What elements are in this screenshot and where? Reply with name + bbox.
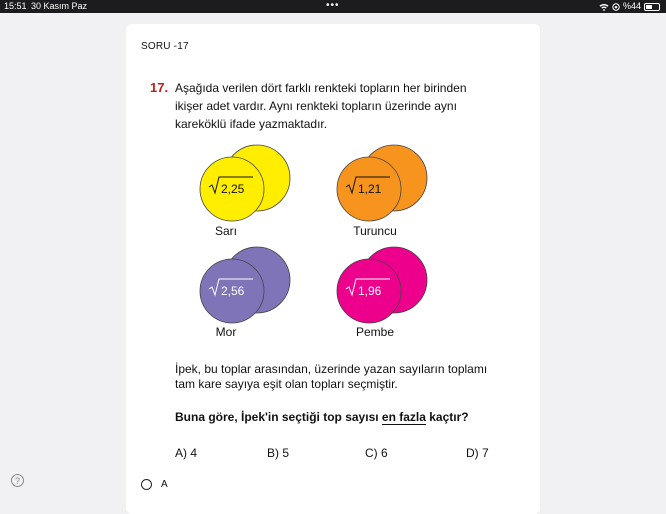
question-card [126, 24, 540, 514]
ball-label-pembe: Pembe [355, 325, 395, 339]
ball-label-sari: Sarı [214, 224, 237, 238]
ball-pair-mor [200, 247, 290, 323]
rotation-lock-icon [612, 3, 620, 11]
question-header: SORU -17 [141, 41, 189, 52]
ball-value: 2,56 [221, 284, 245, 298]
option-d: D) 7 [466, 446, 489, 460]
ball-pair-turuncu [337, 145, 427, 221]
option-b: B) 5 [267, 446, 290, 460]
help-icon[interactable]: ? [11, 474, 24, 487]
question-paragraph: İpek, bu toplar arasından, üzerinde yazan sayıların toplamı tam kare sayıya eşit olan topları seçmiştir. [175, 362, 488, 391]
wifi-icon [599, 3, 609, 11]
ball-value: 1,96 [358, 284, 382, 298]
question-number: 17. [150, 80, 169, 95]
option-a: A) 4 [175, 446, 198, 460]
status-right [599, 0, 660, 13]
ball-pair-pembe [337, 247, 427, 323]
multitask-dots[interactable]: ••• [326, 0, 340, 11]
status-bar [0, 0, 666, 13]
ball-label-mor: Mor [215, 325, 237, 339]
question-text: Aşağıda verilen dört farklı renkteki topların her birinden ikişer adet vardır. Aynı renkteki topların üzerinde aynı kareköklü ifade yazmaktadır. [175, 81, 467, 131]
ball-value: 1,21 [358, 182, 382, 196]
prompt-before: Buna göre, İpek'in seçtiği top sayısı [175, 410, 382, 424]
ball-value: 2,25 [221, 182, 245, 196]
answer-radio-label: A [161, 479, 168, 490]
ball-pair-sari [200, 145, 290, 221]
question-prompt [175, 410, 469, 424]
status-time: 15:51 [4, 1, 27, 11]
battery-icon [644, 3, 660, 11]
ball-label-turuncu: Turuncu [353, 224, 397, 238]
prompt-after: kaçtır? [425, 410, 469, 424]
answer-radio-a[interactable] [141, 479, 152, 490]
prompt-underline: en fazla [381, 410, 426, 424]
balls-figure [126, 24, 540, 324]
option-c: C) 6 [365, 446, 388, 460]
battery-percent: %44 [622, 1, 641, 11]
status-date: 30 Kasım Paz [31, 1, 88, 11]
